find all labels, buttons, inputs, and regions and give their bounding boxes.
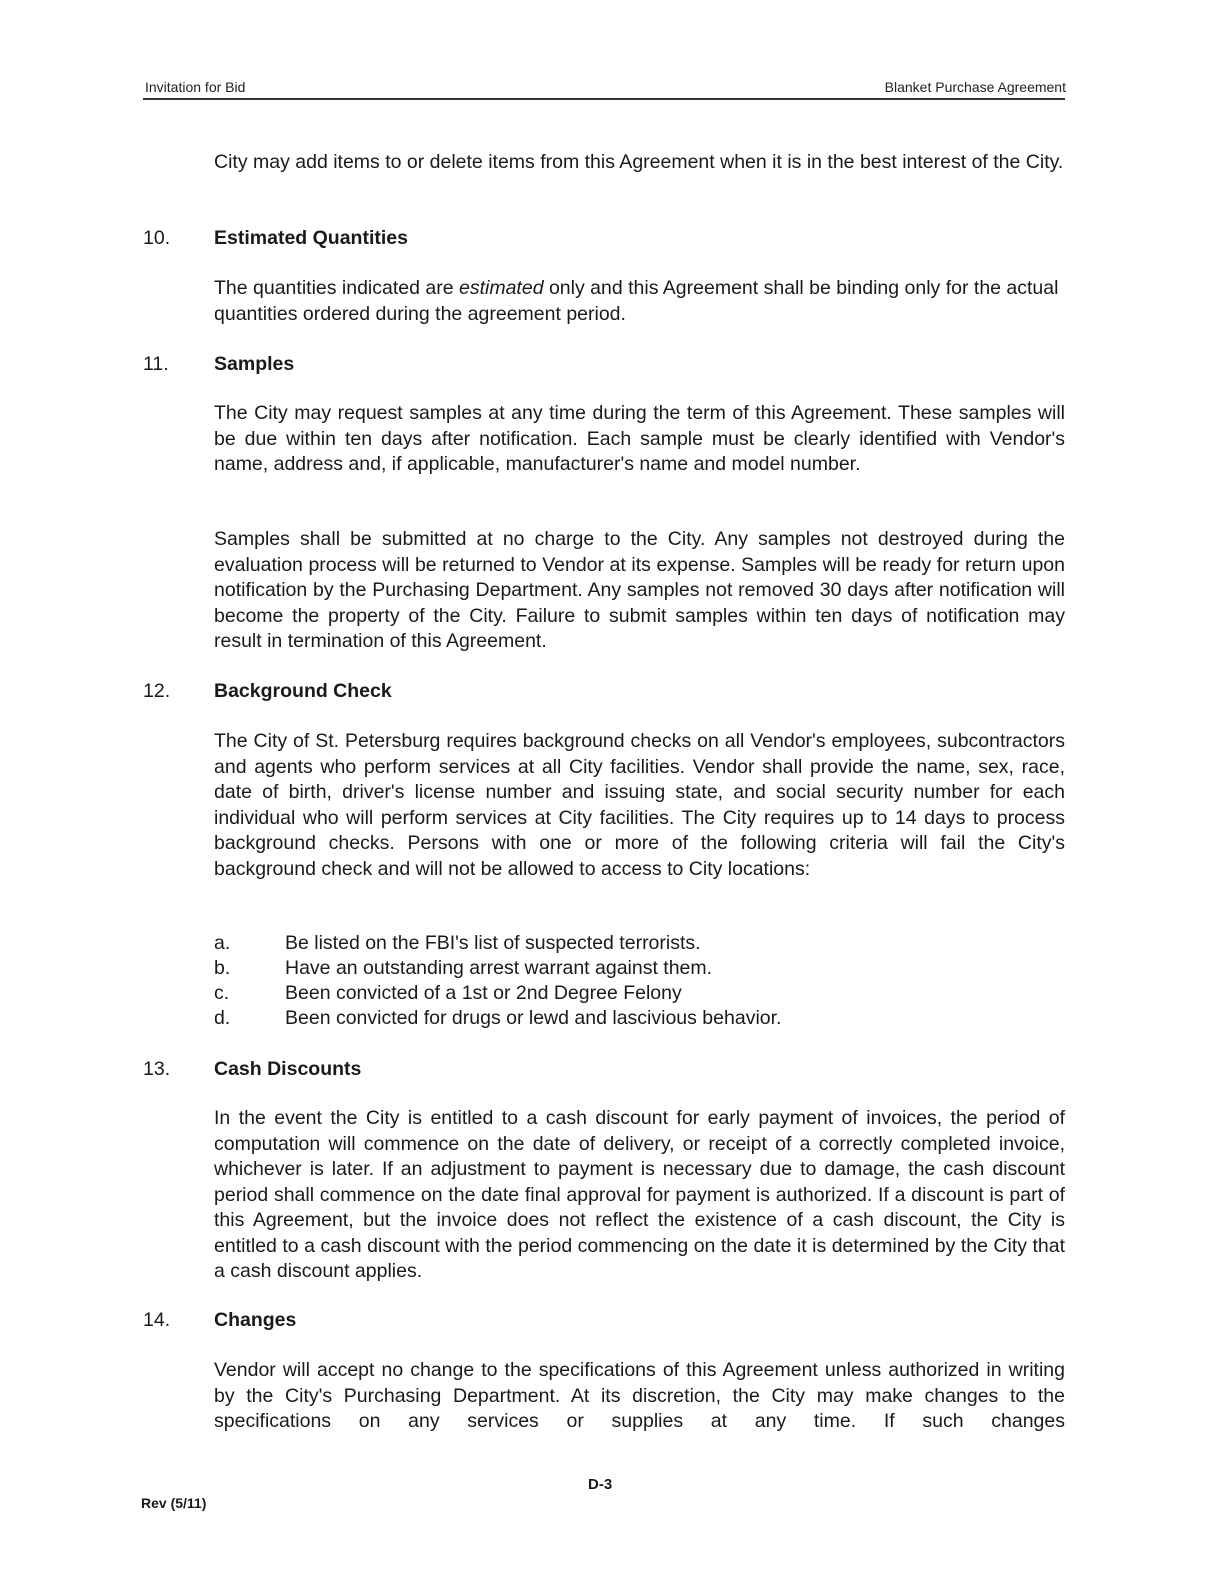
list-item-letter: d. bbox=[214, 1007, 231, 1029]
list-item-letter: c. bbox=[214, 982, 230, 1004]
list-item-text: Have an outstanding arrest warrant against them. bbox=[285, 957, 713, 979]
section-10-text-post: only and this Agreement shall be binding only for the actual quantities ordered during the agreement period. bbox=[214, 277, 1059, 325]
intro-paragraph: City may add items to or delete items from this Agreement when it is in the best interest of the City. bbox=[214, 151, 1064, 173]
header-left-text: Invitation for Bid bbox=[145, 79, 246, 95]
section-13-number: 13. bbox=[143, 1058, 171, 1080]
section-10-text-pre: The quantities indicated are bbox=[214, 277, 459, 299]
section-10-text-emphasis: estimated bbox=[459, 277, 544, 299]
section-12-number: 12. bbox=[143, 680, 171, 702]
section-12-title: Background Check bbox=[214, 680, 392, 702]
section-14-number: 14. bbox=[143, 1309, 171, 1331]
section-11-number: 11. bbox=[143, 353, 169, 375]
section-13-title: Cash Discounts bbox=[214, 1058, 362, 1080]
list-item-text: Been convicted for drugs or lewd and lascivious behavior. bbox=[285, 1007, 782, 1029]
header-right-text: Blanket Purchase Agreement bbox=[884, 79, 1066, 95]
revision-label: Rev (5/11) bbox=[141, 1495, 207, 1511]
header-rule bbox=[143, 98, 1065, 100]
section-10-title: Estimated Quantities bbox=[214, 227, 408, 249]
section-12-paragraph: The City of St. Petersburg requires background checks on all Vendor's employees, subcontractors and agents who perform services at all City facilities. Vendor shall provide the name, sex, race, date of birth, driver's license number and issuing state, and social security number for each individual who will perform services at City facilities. The City requires up to 14 days to process background checks. Persons with one or more of the following criteria will fail the City's background check and will not be allowed to access to City locations: bbox=[214, 730, 1065, 880]
section-10-paragraph bbox=[214, 276, 1065, 327]
list-item-text: Been convicted of a 1st or 2nd Degree Felony bbox=[285, 982, 682, 1004]
page-number: D-3 bbox=[588, 1476, 613, 1493]
section-14-title: Changes bbox=[214, 1309, 297, 1331]
section-11-paragraph-1: The City may request samples at any time during the term of this Agreement. These samples will be due within ten days after notification. Each sample must be clearly identified with Vendor's name, address and, if applicable, manufacturer's name and model number. bbox=[214, 402, 1065, 475]
section-11-title: Samples bbox=[214, 353, 295, 375]
list-item-text: Be listed on the FBI's list of suspected terrorists. bbox=[285, 932, 701, 954]
section-11-paragraph-2: Samples shall be submitted at no charge to the City. Any samples not destroyed during the evaluation process will be returned to Vendor at its expense. Samples will be ready for return upon notification by the Purchasing Department. Any samples not removed 30 days after notification will become the property of the City. Failure to submit samples within ten days of notification may result in termination of this Agreement. bbox=[214, 528, 1065, 652]
section-10-number: 10. bbox=[143, 227, 171, 249]
list-item-letter: a. bbox=[214, 932, 231, 954]
section-14-paragraph: Vendor will accept no change to the specifications of this Agreement unless authorized in writing by the City's Purchasing Department. At its discretion, the City may make changes to the specifications on any services or supplies at any time. If such changes bbox=[214, 1359, 1065, 1432]
section-13-paragraph: In the event the City is entitled to a cash discount for early payment of invoices, the period of computation will commence on the date of delivery, or receipt of a correctly completed invoice, whichever is later. If an adjustment to payment is necessary due to damage, the cash discount period shall commence on the date final approval for payment is authorized. If a discount is part of this Agreement, but the invoice does not reflect the existence of a cash discount, the City is entitled to a cash discount with the period commencing on the date it is determined by the City that a cash discount applies. bbox=[214, 1107, 1065, 1282]
list-item-letter: b. bbox=[214, 957, 231, 979]
